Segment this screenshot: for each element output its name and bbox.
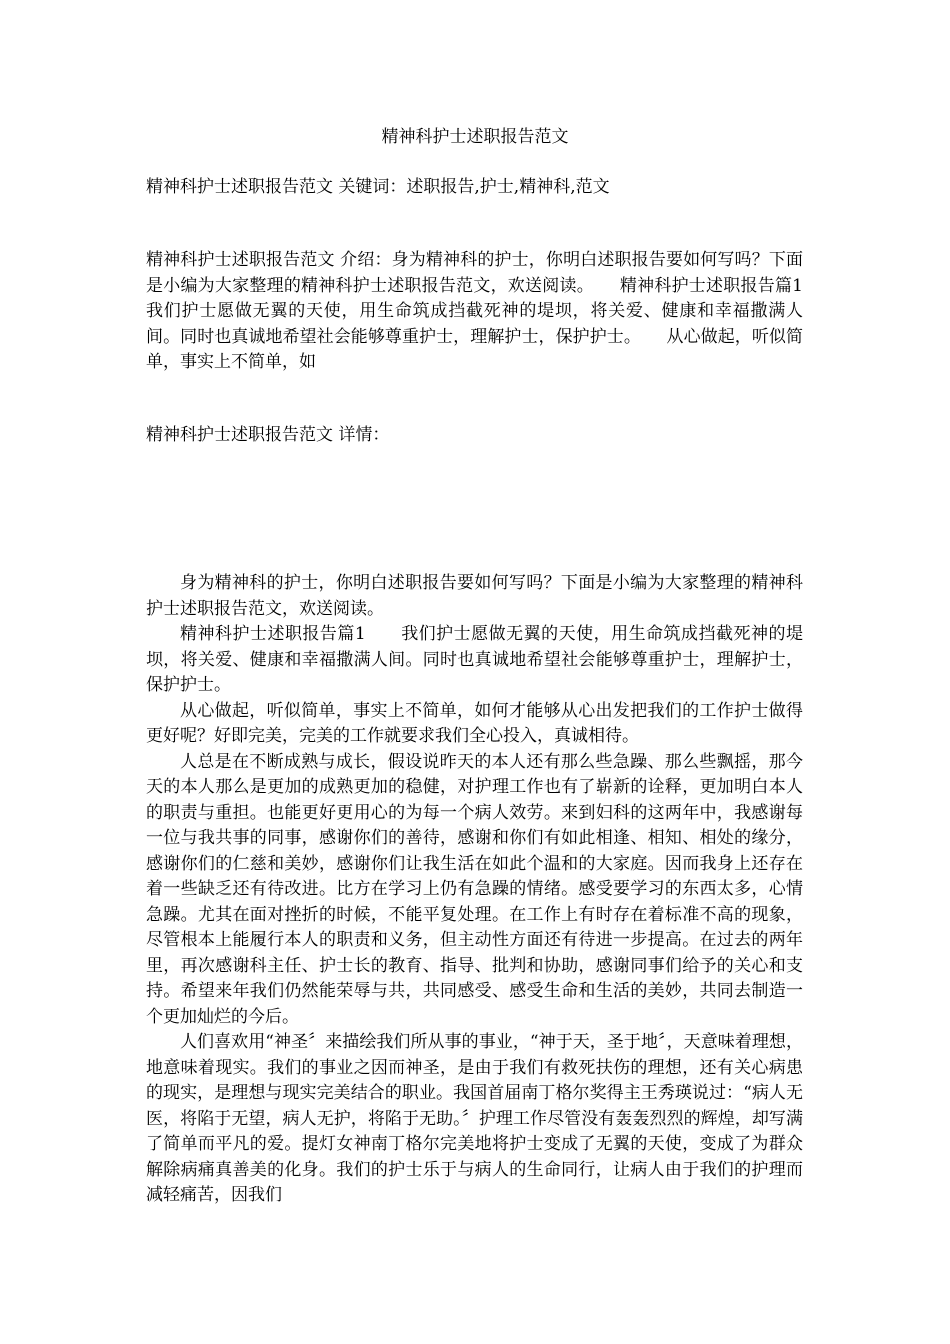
body-paragraph: 人们喜欢用“神圣〞来描绘我们所从事的事业，“神于天，圣于地〞，天意味着理想，地意味着现实。我们的事业之因而神圣，是由于我们有救死扶伤的理想，还有关心病患的现实，是理想与现实完美结合的职业。我国首届南丁格尔奖得主王秀瑛说过：“病人无医，将陷于无望，病人无护，将陷于无助。〞护理工作尽管没有轰轰烈烈的辉煌，却写满了简单而平凡的爱。提灯女神南丁格尔完美地将护士变成了无翼的天使，变成了为群众解除病痛真善美的化身。我们的护士乐于与病人的生命同行，让病人由于我们的护理而减轻痛苦，因我们 xyxy=(146,1032,803,1205)
body-text xyxy=(146,571,803,1209)
intro-paragraph: 精神科护士述职报告范文 介绍：身为精神科的护士，你明白述职报告要如何写吗？下面是小编为大家整理的精神科护士述职报告范文，欢送阅读。 精神科护士述职报告篇1 我们护士愿做无翼的天使，用生命筑成挡截死神的堤坝，将关爱、健康和幸福撒满人间。同时也真诚地希望社会能够尊重护士，理解护士，保护护士。 从心做起，听似简单，事实上不简单，如 xyxy=(146,250,837,372)
details-label: 精神科护士述职报告范文 详情： xyxy=(146,425,390,445)
document-title: 精神科护士述职报告范文 xyxy=(381,127,569,147)
body-paragraph: 精神科护士述职报告篇1 我们护士愿做无翼的天使，用生命筑成挡截死神的堤坝，将关爱、健康和幸福撒满人间。同时也真诚地希望社会能够尊重护士，理解护士，保护护士。 xyxy=(146,624,803,695)
body-paragraph: 人总是在不断成熟与成长，假设说昨天的本人还有那么些急躁、那么些飘摇，那今天的本人那么是更加的成熟更加的稳健，对护理工作也有了崭新的诠释，更加明白本人的职责与重担。也能更好更用心的为每一个病人效劳。来到妇科的这两年中，我感谢每一位与我共事的同事，感谢你们的善待，感谢和你们有如此相逢、相知、相处的缘分，感谢你们的仁慈和美妙，感谢你们让我生活在如此个温和的大家庭。因而我身上还存在着一些缺乏还有待改进。比方在学习上仍有急躁的情绪。感受要学习的东西太多，心情急躁。尤其在面对挫折的时候，不能平复处理。在工作上有时存在着标准不高的现象，尽管根本上能履行本人的职责和义务，但主动性方面还有待进一步提高。在过去的两年里，再次感谢科主任、护士长的教育、指导、批判和协助，感谢同事们给予的关心和支持。希望来年我们仍然能荣辱与共，共同感受、感受生命和生活的美妙，共同去制造一个更加灿烂的今后。 xyxy=(146,751,803,1027)
keywords-line: 精神科护士述职报告范文 关键词：述职报告,护士,精神科,范文 xyxy=(146,177,610,197)
body-paragraph: 身为精神科的护士，你明白述职报告要如何写吗？下面是小编为大家整理的精神科护士述职报告范文，欢送阅读。 xyxy=(146,573,803,619)
body-paragraph: 从心做起，听似简单，事实上不简单，如何才能够从心出发把我们的工作护士做得更好呢？好即完美，完美的工作就要求我们全心投入，真诚相待。 xyxy=(146,700,803,746)
